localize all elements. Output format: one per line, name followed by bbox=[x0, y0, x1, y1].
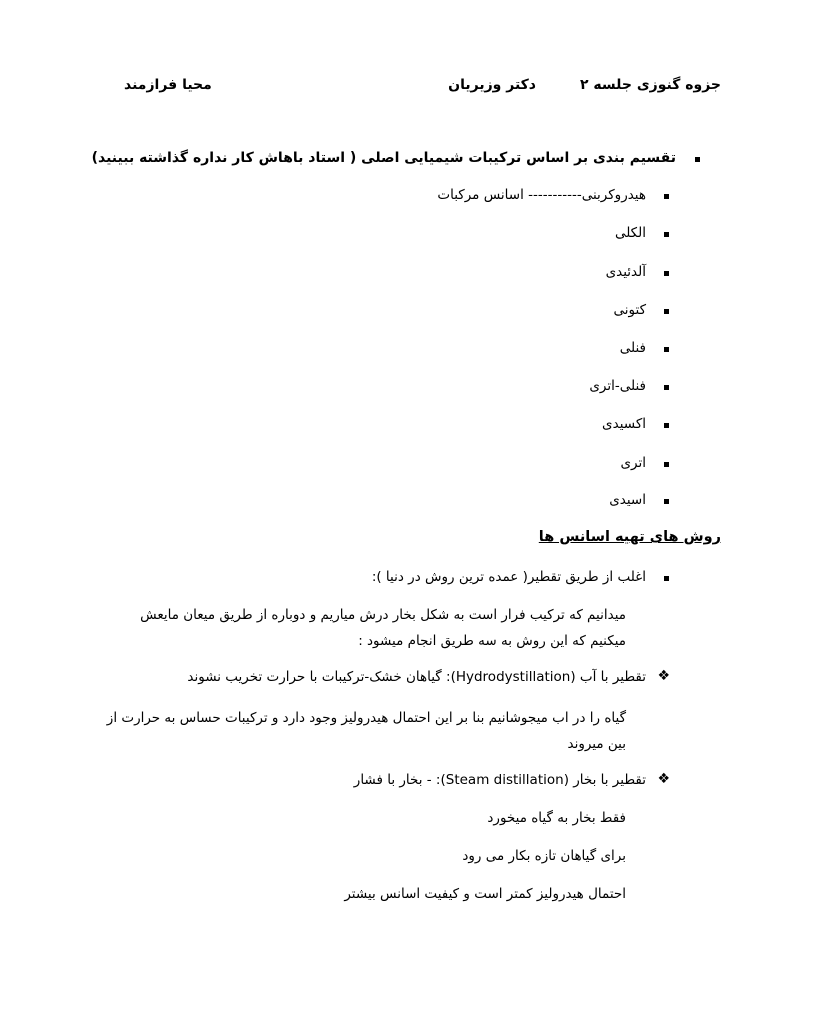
bullet-icon bbox=[664, 423, 669, 428]
classification-heading-text: تقسیم بندی بر اساس ترکیبات شیمیایی اصلی ( استاد باهاش کار نداره گذاشته ببینید) bbox=[91, 150, 676, 166]
list-item: آلدئیدی bbox=[606, 264, 646, 280]
bullet-icon bbox=[664, 385, 669, 390]
distillation-bullet: اغلب از طریق تقطیر( عمده ترین روش در دنیا ): bbox=[372, 569, 646, 585]
hydro-text: گیاه را در اب میجوشانیم بنا بر این احتمال هیدرولیز وجود دارد و ترکیبات حساس به حرارت از بین میروند bbox=[106, 710, 626, 752]
diamond-bullet-icon: ❖ bbox=[657, 771, 670, 787]
list-item: کتونی bbox=[614, 302, 646, 318]
bullet-icon bbox=[664, 576, 669, 581]
list-item: الکلی bbox=[615, 225, 646, 241]
diamond-bullet-icon: ❖ bbox=[657, 668, 670, 684]
bullet-icon bbox=[664, 271, 669, 276]
bullet-icon bbox=[664, 309, 669, 314]
steam-line: فقط بخار به گیاه میخورد bbox=[487, 810, 626, 826]
bullet-icon bbox=[664, 232, 669, 237]
steam-line: احتمال هیدرولیز کمتر است و کیفیت اسانس بیشتر bbox=[344, 886, 626, 902]
list-item: اکسیدی bbox=[602, 416, 646, 432]
list-item: فنلی-اتری bbox=[589, 378, 646, 394]
header-title: جزوه گنوزی جلسه ۲ bbox=[580, 77, 721, 93]
list-item: اتری bbox=[620, 455, 646, 471]
hydro-title: ❖ تقطیر با آب (Hydrodystillation): گیاهان خشک-ترکیبات با حرارت تخریب نشوند bbox=[187, 668, 670, 685]
distillation-text: میدانیم که ترکیب فرار است به شکل بخار درش میاریم و دوباره از طریق میعان مایعش میکنیم که این روش به سه طریق انجام میشود : bbox=[140, 607, 626, 649]
classification-heading bbox=[92, 150, 676, 166]
bullet-icon bbox=[664, 462, 669, 467]
header-instructor: دکتر وزیریان bbox=[448, 77, 536, 93]
bullet-icon bbox=[664, 499, 669, 504]
header-author: محیا فرازمند bbox=[124, 77, 212, 93]
list-item: اسیدی bbox=[609, 492, 646, 508]
list-item: فنلی bbox=[620, 340, 646, 356]
steam-title: ❖ تقطیر با بخار (Steam distillation): - بخار با فشار bbox=[353, 771, 670, 788]
bullet-icon bbox=[664, 347, 669, 352]
bullet-icon bbox=[664, 194, 669, 199]
bullet-icon bbox=[695, 157, 700, 162]
steam-line: برای گیاهان تازه بکار می رود bbox=[462, 848, 626, 864]
list-item: هیدروکربنی----------- اسانس مرکبات bbox=[437, 187, 646, 203]
methods-heading: روش های تهیه اسانس ها bbox=[538, 529, 721, 545]
